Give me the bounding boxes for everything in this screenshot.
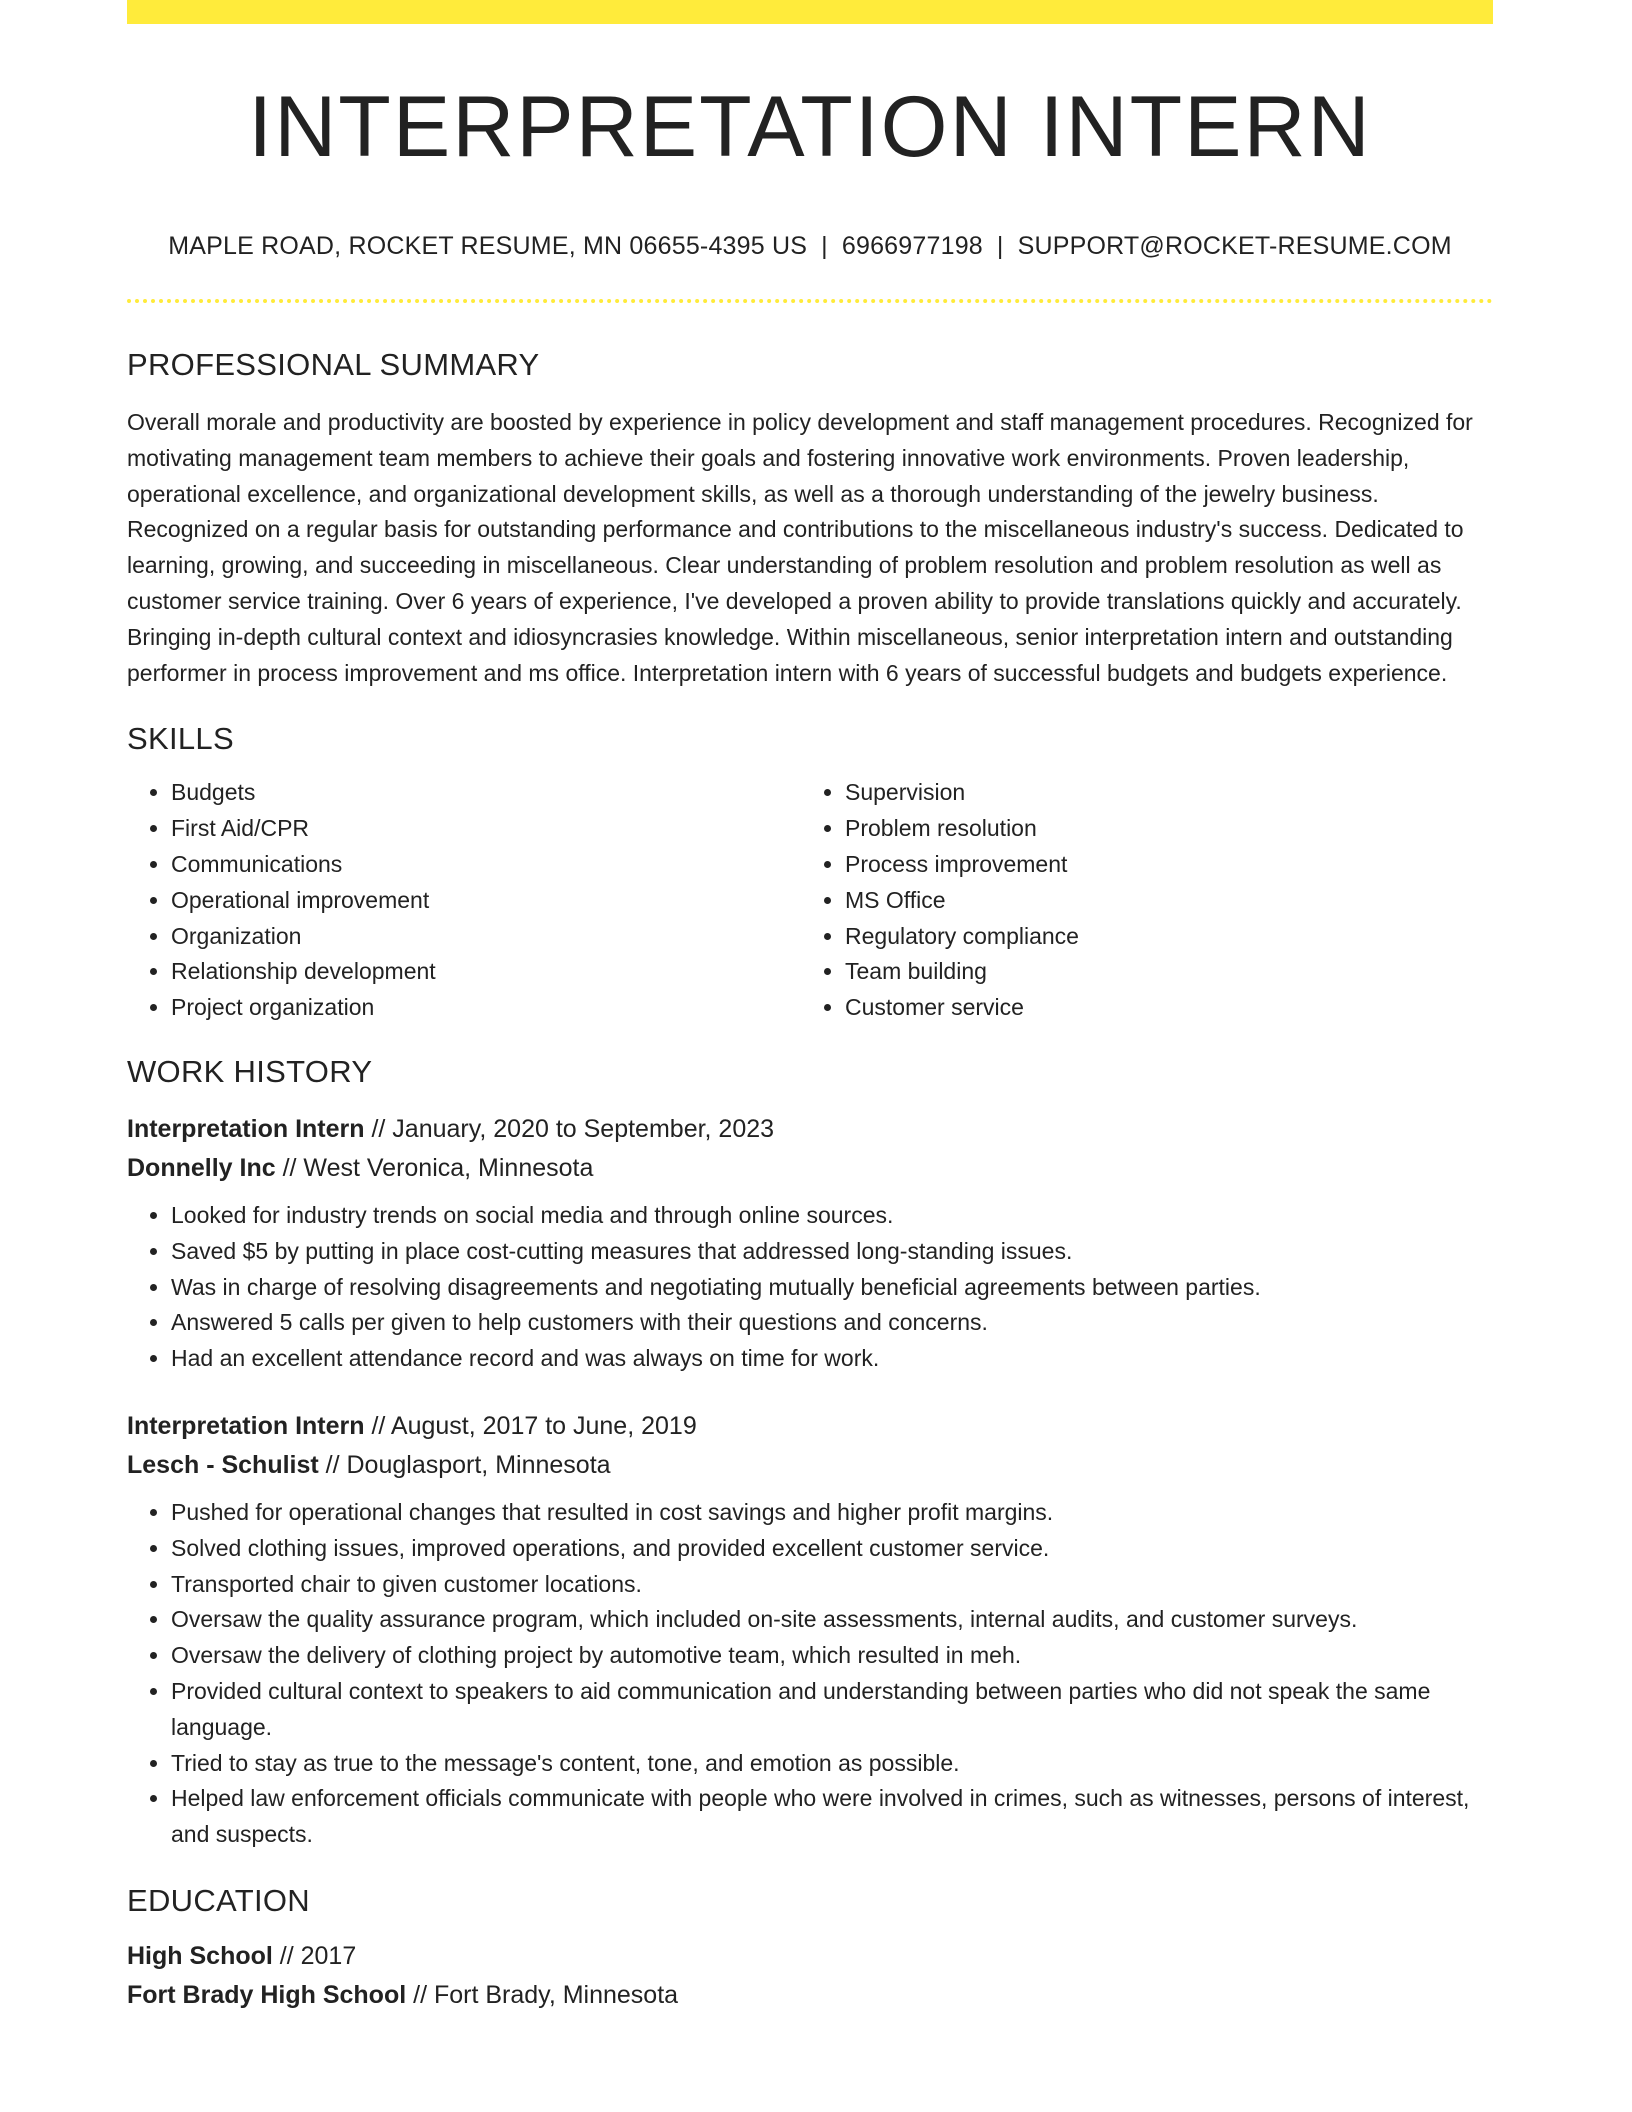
- job-dates: // August, 2017 to June, 2019: [364, 1411, 697, 1440]
- job-entry: [127, 1407, 1493, 1853]
- skill-item: • Project organization: [171, 990, 801, 1026]
- summary-text: Overall morale and productivity are boosted by experience in policy development and staff management procedures. Recognized for motivating management team members to achieve their goals and fostering innovative work environments. Proven leadership, operational excellence, and organizational development skills, as well as a thorough understanding of the jewelry business. Recognized on a regular basis for outstanding performance and contributions to the miscellaneous industry's success. Dedicated to learning, growing, and succeeding in miscellaneous. Clear understanding of problem resolution and problem resolution as well as customer service training. Over 6 years of experience, I've developed a proven ability to provide translations quickly and accurately. Bringing in-depth cultural context and idiosyncrasies knowledge. Within miscellaneous, senior interpretation intern and outstanding performer in process improvement and ms office. Interpretation intern with 6 years of successful budgets and budgets experience.: [127, 409, 1473, 686]
- job-company: Donnelly Inc: [127, 1153, 276, 1182]
- job-role: Interpretation Intern: [127, 1411, 365, 1440]
- job-bullet: • Oversaw the quality assurance program, which included on-site assessments, internal audits, and customer surveys.: [171, 1602, 1493, 1638]
- job-title-line: [127, 1110, 1493, 1149]
- education-degree: High School: [127, 1941, 273, 1970]
- education-school: Fort Brady High School: [127, 1980, 407, 2009]
- skill-item: • MS Office: [845, 883, 1475, 919]
- job-title-line: [127, 1407, 1493, 1446]
- job-company: Lesch - Schulist: [127, 1450, 319, 1479]
- summary-heading: PROFESSIONAL SUMMARY: [127, 347, 540, 382]
- job-bullets: [127, 1495, 1493, 1853]
- job-bullet: • Oversaw the delivery of clothing project by automotive team, which resulted in meh.: [171, 1638, 1493, 1674]
- job-location: // Douglasport, Minnesota: [318, 1450, 611, 1479]
- education-entry: [127, 1937, 1493, 2015]
- top-accent-bar: [127, 0, 1493, 24]
- education-heading: EDUCATION: [127, 1882, 310, 1918]
- dotted-divider: [127, 299, 1493, 303]
- education-location: // Fort Brady, Minnesota: [406, 1980, 679, 2009]
- job-bullet: • Helped law enforcement officials communicate with people who were involved in crimes, such as witnesses, persons of interest, and suspects.: [171, 1781, 1493, 1853]
- job-bullet: • Solved clothing issues, improved operations, and provided excellent customer service.: [171, 1531, 1493, 1567]
- job-bullet: • Saved $5 by putting in place cost-cutting measures that addressed long-standing issues.: [171, 1234, 1493, 1270]
- skill-item: • Operational improvement: [171, 883, 801, 919]
- skill-item: • Supervision: [845, 775, 1475, 811]
- job-bullet: • Pushed for operational changes that resulted in cost savings and higher profit margins.: [171, 1495, 1493, 1531]
- skill-item: • Process improvement: [845, 847, 1475, 883]
- job-company-line: [127, 1149, 1493, 1188]
- contact-email: SUPPORT@ROCKET-RESUME.COM: [1017, 232, 1452, 260]
- education-school-line: [127, 1976, 1493, 2015]
- job-role: Interpretation Intern: [127, 1114, 365, 1143]
- contact-phone: 6966977198: [841, 232, 983, 260]
- skill-item: • First Aid/CPR: [171, 811, 801, 847]
- skill-item: • Team building: [845, 954, 1475, 990]
- skills-heading: SKILLS: [127, 721, 234, 757]
- job-company-line: [127, 1446, 1493, 1485]
- job-bullet: • Transported chair to given customer locations.: [171, 1567, 1493, 1603]
- skill-item: • Problem resolution: [845, 811, 1475, 847]
- education-year: // 2017: [272, 1941, 357, 1970]
- job-bullet: • Was in charge of resolving disagreements and negotiating mutually beneficial agreements between parties.: [171, 1270, 1493, 1306]
- contact-separator: |: [821, 232, 828, 260]
- skill-item: • Communications: [171, 847, 801, 883]
- skills-list: [127, 775, 1493, 1026]
- job-bullet: • Tried to stay as true to the message's content, tone, and emotion as possible.: [171, 1746, 1493, 1782]
- job-entry: [127, 1110, 1493, 1377]
- job-dates: // January, 2020 to September, 2023: [364, 1114, 775, 1143]
- skill-item: • Relationship development: [171, 954, 801, 990]
- job-bullet: • Answered 5 calls per given to help customers with their questions and concerns.: [171, 1305, 1493, 1341]
- skill-item: • Budgets: [171, 775, 801, 811]
- education-degree-line: [127, 1937, 1493, 1976]
- skill-item: • Organization: [171, 919, 801, 955]
- resume-page: [127, 0, 1493, 2015]
- job-location: // West Veronica, Minnesota: [275, 1153, 594, 1182]
- contact-separator: |: [996, 232, 1004, 260]
- skills-column-right: [801, 775, 1475, 1026]
- contact-line: [127, 232, 1493, 261]
- skill-item: • Regulatory compliance: [845, 919, 1475, 955]
- job-bullets: [127, 1198, 1493, 1377]
- skill-item: • Customer service: [845, 990, 1475, 1026]
- job-bullet: • Looked for industry trends on social media and through online sources.: [171, 1198, 1493, 1234]
- job-bullet: • Provided cultural context to speakers to aid communication and understanding between parties who did not speak the same language.: [171, 1674, 1493, 1746]
- job-bullet: • Had an excellent attendance record and was always on time for work.: [171, 1341, 1493, 1377]
- candidate-name: INTERPRETATION INTERN: [248, 79, 1372, 175]
- work-history-heading: WORK HISTORY: [127, 1053, 373, 1089]
- contact-address: MAPLE ROAD, ROCKET RESUME, MN 06655-4395 US: [168, 232, 808, 260]
- skills-column-left: [127, 775, 801, 1026]
